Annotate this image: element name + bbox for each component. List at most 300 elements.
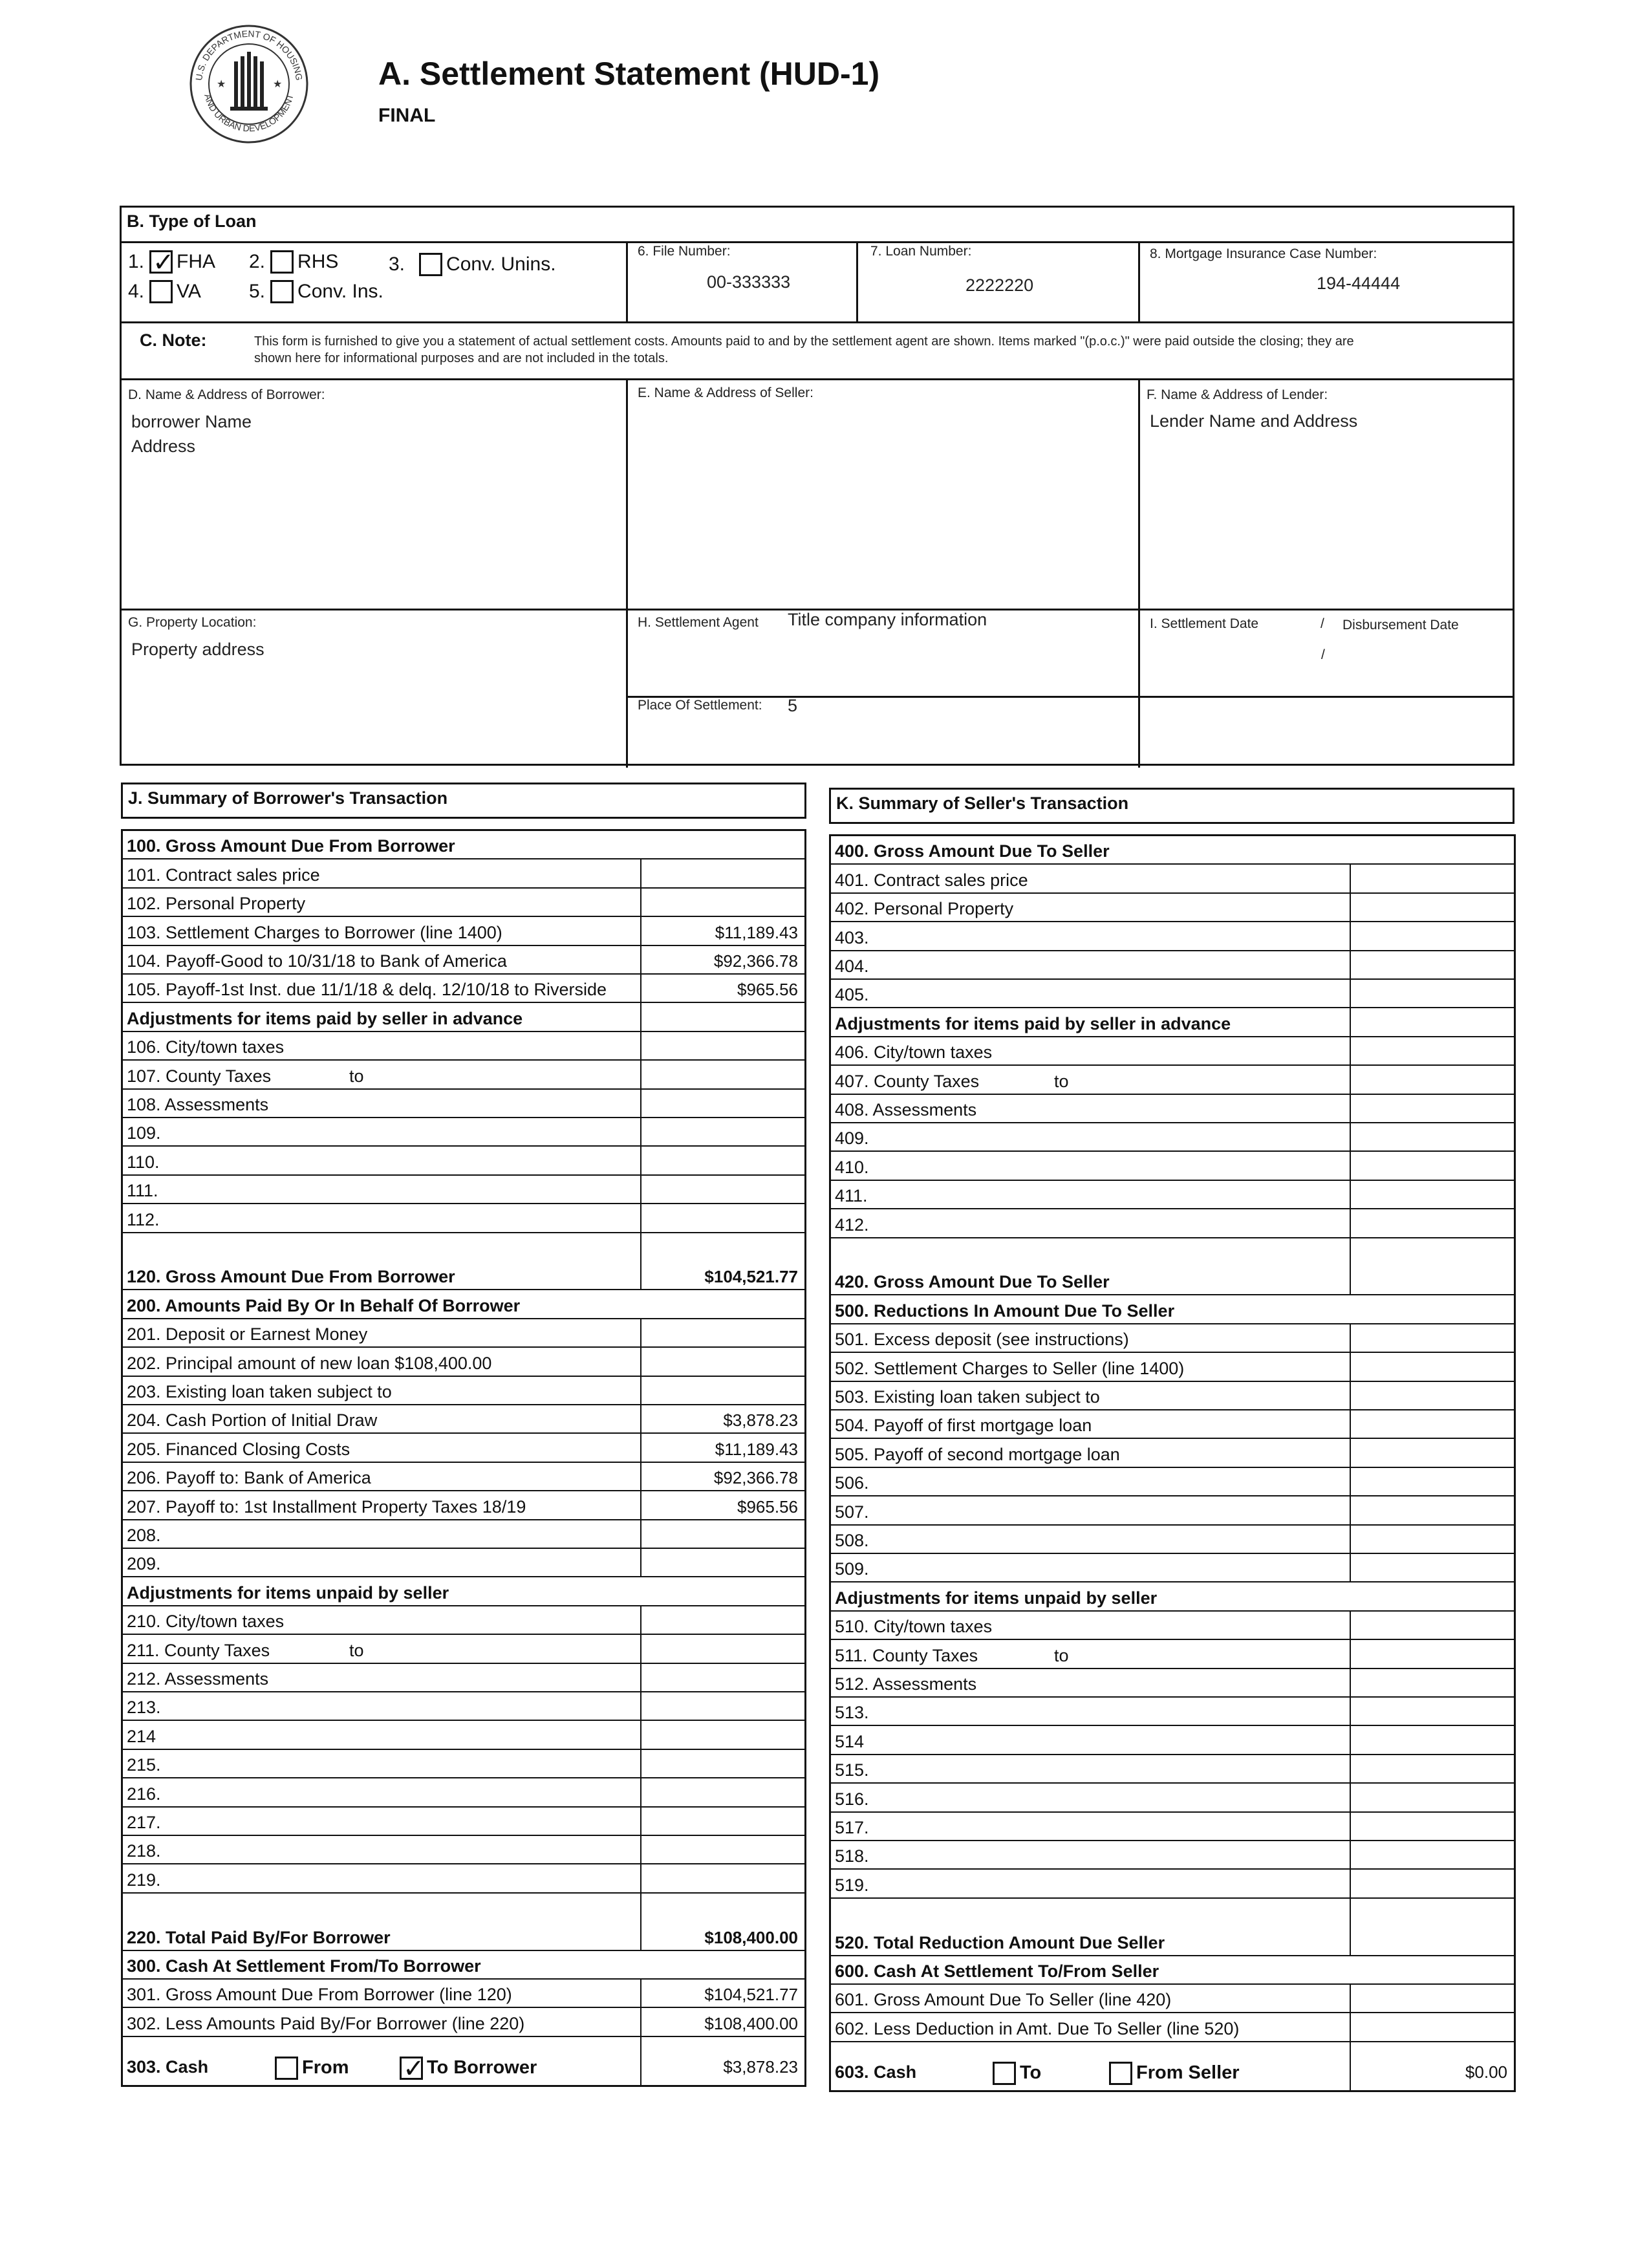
loan-info-block — [120, 206, 1514, 766]
borrower-row — [123, 1204, 804, 1233]
seller-cash-amount: $0.00 — [1465, 2062, 1507, 2082]
seller-row-description: 507. — [835, 1502, 869, 1522]
borrower-amount-cell — [640, 1118, 804, 1145]
borrower-row — [123, 1894, 804, 1951]
borrower-row-description: 109. — [127, 1123, 161, 1143]
seller-row — [831, 1698, 1514, 1726]
borrower-row-description: 215. — [127, 1755, 161, 1775]
borrower-row — [123, 1463, 804, 1491]
seller-row — [831, 1238, 1514, 1296]
hud-seal — [188, 23, 310, 146]
seller-row-description: 519. — [835, 1875, 869, 1895]
borrower-amount-cell — [640, 1635, 804, 1662]
seller-amount-cell — [1350, 2013, 1514, 2040]
page-title: A. Settlement Statement (HUD-1) — [378, 56, 880, 92]
borrower-row — [123, 1090, 804, 1118]
seller-row-description: 400. Gross Amount Due To Seller — [835, 841, 1110, 861]
borrower-amount-cell — [640, 1003, 804, 1030]
seller-row — [831, 1582, 1514, 1611]
settlement-date-label: I. Settlement Date — [1150, 616, 1259, 631]
seller-row-description: 409. — [835, 1129, 869, 1149]
seller-row-description: 506. — [835, 1473, 869, 1493]
seller-row — [831, 1726, 1514, 1755]
seller-row — [831, 980, 1514, 1008]
seller-amount-cell — [1350, 894, 1514, 921]
borrower-row-description: 203. Existing loan taken subject to — [127, 1381, 392, 1401]
borrower-row-amount: $108,400.00 — [704, 1927, 798, 1947]
seller-amount-cell — [1350, 1468, 1514, 1495]
va-checkbox[interactable] — [149, 280, 173, 303]
seller-amount-cell — [1350, 980, 1514, 1007]
seller-row — [831, 1295, 1514, 1324]
seller-row — [831, 1956, 1514, 1985]
file-number: 00-333333 — [707, 272, 791, 292]
property-label: G. Property Location: — [128, 615, 257, 630]
borrower-row-description: 102. Personal Property — [127, 894, 306, 914]
seller-summary-heading: K. Summary of Seller's Transaction — [829, 788, 1514, 824]
seller-amount-cell — [1350, 1209, 1514, 1237]
borrower-row-description: 111. — [127, 1181, 158, 1201]
seller-row — [831, 1152, 1514, 1180]
borrower-row-amount: $92,366.78 — [713, 951, 798, 971]
place-of-settlement-value: 5 — [788, 696, 798, 715]
seller-row — [831, 1526, 1514, 1554]
borrower-row-description: 201. Deposit or Earnest Money — [127, 1324, 368, 1345]
page-subtitle: FINAL — [378, 105, 436, 126]
seller-row-description: 511. County Taxes — [835, 1645, 978, 1665]
seller-amount-cell — [1350, 1841, 1514, 1868]
borrower-row-description: 220. Total Paid By/For Borrower — [127, 1927, 391, 1947]
borrower-amount-cell — [640, 1147, 804, 1174]
seller-amount-cell — [1350, 1353, 1514, 1380]
borrower-amount-cell — [640, 1377, 804, 1404]
seller-cash-label: 603. Cash — [835, 2062, 917, 2082]
borrower-row-description: 206. Payoff to: Bank of America — [127, 1468, 371, 1488]
borrower-row-description: Adjustments for items unpaid by seller — [127, 1582, 449, 1603]
borrower-row-amount: $3,878.23 — [723, 1410, 798, 1431]
borrower-summary-table — [121, 829, 806, 2087]
seller-amount-cell — [1350, 1726, 1514, 1753]
borrower-row-description: 301. Gross Amount Due From Borrower (line 120) — [127, 1985, 512, 2005]
seller-row-description: 401. Contract sales price — [835, 870, 1028, 890]
seller-row-description: 600. Cash At Settlement To/From Seller — [835, 1961, 1159, 1981]
borrower-row — [123, 859, 804, 888]
seller-row-description: 508. — [835, 1530, 869, 1550]
seller-amount-cell — [1350, 1698, 1514, 1725]
seller-row-description: 509. — [835, 1559, 869, 1579]
seller-amount-cell — [1350, 1123, 1514, 1150]
borrower-amount-cell — [640, 889, 804, 916]
seller-amount-cell — [1350, 1612, 1514, 1639]
borrower-row — [123, 1692, 804, 1721]
seller-amount-cell — [1350, 1526, 1514, 1553]
seller-cash-opt1-checkbox[interactable] — [993, 2062, 1016, 2085]
file-number-label: 6. File Number: — [638, 244, 731, 259]
borrower-row — [123, 1348, 804, 1376]
borrower-row-description: 209. — [127, 1554, 161, 1574]
note-label: C. Note: — [140, 330, 207, 350]
borrower-row — [123, 1233, 804, 1291]
borrower-row — [123, 1836, 804, 1864]
seller-cash-opt2-label: From Seller — [1136, 2062, 1240, 2084]
seller-amount-cell — [1350, 1640, 1514, 1667]
borrower-row-description: Adjustments for items paid by seller in advance — [127, 1008, 523, 1028]
seller-row — [831, 1008, 1514, 1037]
seller-row-description: 405. — [835, 985, 869, 1005]
seller-amount-cell — [1350, 1755, 1514, 1782]
borrower-row — [123, 1577, 804, 1606]
borrower-row-description: 211. County Taxes — [127, 1640, 270, 1660]
seller-row-description: 501. Excess deposit (see instructions) — [835, 1330, 1129, 1350]
seller-row — [831, 865, 1514, 893]
seller-row-description: 601. Gross Amount Due To Seller (line 420) — [835, 1990, 1172, 2010]
borrower-row — [123, 889, 804, 917]
borrower-summary-heading: J. Summary of Borrower's Transaction — [121, 783, 806, 819]
borrower-row-description: 214 — [127, 1726, 156, 1746]
borrower-cash-opt2[interactable] — [400, 2057, 537, 2080]
note-text-line2: shown here for informational purposes and are not included in the totals. — [254, 351, 669, 365]
borrower-row — [123, 1405, 804, 1434]
borrower-amount-cell — [640, 1692, 804, 1720]
seller-row-description: 513. — [835, 1703, 869, 1723]
borrower-row-description: 207. Payoff to: 1st Installment Property Taxes 18/19 — [127, 1496, 526, 1517]
borrower-row-description: 302. Less Amounts Paid By/For Borrower (line 220) — [127, 2013, 525, 2033]
borrower-amount-cell — [640, 1348, 804, 1375]
seller-row — [831, 1784, 1514, 1812]
date-slash-top: / — [1320, 616, 1324, 631]
borrower-amount-cell — [640, 1606, 804, 1634]
borrower-amount-cell — [640, 1750, 804, 1777]
borrower-row-description: 108. Assessments — [127, 1094, 269, 1114]
seller-amount-cell — [1350, 865, 1514, 892]
rhs-checkbox[interactable] — [270, 250, 294, 274]
borrower-row — [123, 1434, 804, 1462]
borrower-row-description: 216. — [127, 1784, 161, 1804]
seller-row-description: 515. — [835, 1760, 869, 1780]
seller-row — [831, 1899, 1514, 1956]
borrower-row-description: 103. Settlement Charges to Borrower (line 1400) — [127, 922, 502, 942]
borrower-amount-cell — [640, 1176, 804, 1203]
seller-amount-cell — [1350, 1382, 1514, 1409]
seller-amount-cell — [1350, 1899, 1514, 1955]
seller-row-description: 406. City/town taxes — [835, 1042, 993, 1063]
borrower-name: borrower Name — [131, 412, 252, 431]
conv-ins-checkbox[interactable] — [270, 280, 294, 303]
seller-amount-cell — [1350, 1439, 1514, 1466]
agent-label: H. Settlement Agent — [638, 615, 759, 630]
borrower-row — [123, 1377, 804, 1405]
borrower-amount-cell — [640, 1090, 804, 1117]
borrower-row — [123, 1032, 804, 1061]
seller-row — [831, 1095, 1514, 1123]
seller-row — [831, 1066, 1514, 1094]
borrower-row-description: 210. City/town taxes — [127, 1612, 285, 1632]
svg-text:AND URBAN DEVELOPMENT: AND URBAN DEVELOPMENT — [202, 92, 296, 134]
borrower-amount-cell — [640, 1319, 804, 1346]
seller-row-description: Adjustments for items unpaid by seller — [835, 1588, 1158, 1608]
seller-row — [831, 951, 1514, 980]
borrower-row-description: 218. — [127, 1841, 161, 1861]
borrower-row-description: 101. Contract sales price — [127, 865, 320, 885]
seller-row-description: 517. — [835, 1817, 869, 1837]
borrower-row-description: 208. — [127, 1525, 161, 1545]
seller-row-description: 408. Assessments — [835, 1099, 977, 1119]
seller-row-description: 518. — [835, 1846, 869, 1866]
seller-row — [831, 1382, 1514, 1410]
seller-row — [831, 836, 1514, 865]
seller-row — [831, 1870, 1514, 1898]
seller-row-description: 516. — [835, 1789, 869, 1809]
borrower-row-amount: $965.56 — [737, 1496, 798, 1517]
borrower-row-to-label: to — [349, 1640, 364, 1660]
seller-amount-cell — [1350, 922, 1514, 949]
seller-row — [831, 1181, 1514, 1209]
borrower-row — [123, 1864, 804, 1893]
conv-unins-checkbox[interactable] — [419, 253, 442, 276]
borrower-row — [123, 1778, 804, 1807]
borrower-amount-cell — [640, 1549, 804, 1576]
seller-label: E. Name & Address of Seller: — [638, 385, 814, 400]
borrower-row-description: 202. Principal amount of new loan $108,400.00 — [127, 1353, 492, 1373]
seller-row-description: 504. Payoff of first mortgage loan — [835, 1416, 1092, 1436]
borrower-row — [123, 1003, 804, 1031]
borrower-row-description: 219. — [127, 1870, 161, 1890]
seller-amount-cell — [1350, 1008, 1514, 1035]
seller-row — [831, 1669, 1514, 1698]
borrower-cash-opt1[interactable] — [275, 2057, 349, 2080]
borrower-row-amount: $104,521.77 — [704, 1985, 798, 2005]
seller-row — [831, 2013, 1514, 2042]
seller-row-description: 520. Total Reduction Amount Due Seller — [835, 1932, 1165, 1952]
seller-row-description: 505. Payoff of second mortgage loan — [835, 1444, 1120, 1464]
seller-amount-cell — [1350, 1496, 1514, 1524]
borrower-cash-opt2-label: To Borrower — [427, 2057, 537, 2079]
seller-row — [831, 1410, 1514, 1439]
seller-row — [831, 1496, 1514, 1525]
seller-row — [831, 1439, 1514, 1467]
borrower-row — [123, 1980, 804, 2008]
borrower-row-amount: $965.56 — [737, 980, 798, 1000]
seller-row-description: 510. City/town taxes — [835, 1617, 993, 1637]
seller-amount-cell — [1350, 1238, 1514, 1295]
seller-row-to-label: to — [1054, 1071, 1069, 1091]
seller-amount-cell — [1350, 1095, 1514, 1122]
agent-value: Title company information — [788, 610, 987, 629]
borrower-row — [123, 2008, 804, 2036]
seller-row-description: 500. Reductions In Amount Due To Seller — [835, 1301, 1175, 1321]
borrower-row — [123, 1549, 804, 1577]
date-slash-bottom: / — [1321, 647, 1325, 662]
seller-row-description: 411. — [835, 1186, 868, 1206]
seller-row-description: 402. Personal Property — [835, 899, 1014, 919]
property-value: Property address — [131, 640, 264, 659]
borrower-amount-cell — [640, 1721, 804, 1748]
borrower-amount-cell — [640, 1032, 804, 1059]
borrower-amount-cell — [640, 1808, 804, 1835]
seller-row — [831, 1209, 1514, 1238]
seller-row — [831, 922, 1514, 951]
loan-number: 2222220 — [965, 275, 1034, 295]
seller-cash-opt2[interactable] — [1109, 2062, 1240, 2085]
borrower-row-description: 104. Payoff-Good to 10/31/18 to Bank of America — [127, 951, 507, 971]
seller-cash-opt1[interactable] — [993, 2062, 1041, 2085]
svg-text:★: ★ — [217, 79, 226, 90]
place-of-settlement-label: Place Of Settlement: — [638, 698, 762, 713]
borrower-row-amount: $108,400.00 — [704, 2013, 798, 2033]
borrower-row — [123, 946, 804, 975]
borrower-row-description: 107. County Taxes — [127, 1066, 272, 1086]
borrower-amount-cell — [640, 1204, 804, 1231]
seller-row-description: 403. — [835, 927, 869, 947]
borrower-row-description: 100. Gross Amount Due From Borrower — [127, 836, 455, 856]
seller-cash-row — [831, 2042, 1514, 2091]
seller-row — [831, 1755, 1514, 1784]
seller-row — [831, 894, 1514, 922]
borrower-amount-cell — [640, 1778, 804, 1806]
seller-row — [831, 1324, 1514, 1353]
borrower-row — [123, 831, 804, 859]
seller-amount-cell — [1350, 1813, 1514, 1840]
borrower-row-description: 200. Amounts Paid By Or In Behalf Of Borrower — [127, 1295, 521, 1315]
seller-row — [831, 1813, 1514, 1841]
borrower-row-description: 213. — [127, 1698, 161, 1718]
loan-type-conv-unins[interactable]: 3. Conv. Unins. — [389, 254, 556, 275]
svg-text:U.S. DEPARTMENT OF HOUSING: U.S. DEPARTMENT OF HOUSING — [193, 28, 305, 81]
borrower-row-description: 212. Assessments — [127, 1669, 269, 1689]
seller-row — [831, 1554, 1514, 1582]
borrower-row — [123, 1664, 804, 1692]
borrower-amount-cell — [640, 1864, 804, 1892]
fha-checkbox[interactable] — [149, 250, 173, 274]
borrower-cash-opt1-checkbox[interactable] — [275, 2057, 298, 2080]
svg-text:★: ★ — [273, 79, 283, 90]
loan-type-conv-ins[interactable]: 5. Conv. Ins. — [249, 281, 383, 302]
seller-cash-opt2-checkbox[interactable] — [1109, 2062, 1132, 2085]
borrower-row — [123, 1606, 804, 1635]
borrower-amount-cell — [640, 1061, 804, 1088]
seller-row-to-label: to — [1054, 1645, 1069, 1665]
borrower-row — [123, 1808, 804, 1836]
borrower-row — [123, 1520, 804, 1549]
borrower-row-amount: $11,189.43 — [715, 1439, 798, 1459]
borrower-amount-cell — [640, 1520, 804, 1548]
borrower-row-description: 110. — [127, 1152, 160, 1172]
seller-row-description: 420. Gross Amount Due To Seller — [835, 1272, 1110, 1292]
borrower-cash-label: 303. Cash — [127, 2057, 209, 2077]
seller-cash-opt1-label: To — [1020, 2062, 1042, 2084]
seller-amount-cell — [1350, 1410, 1514, 1438]
lender-label: F. Name & Address of Lender: — [1147, 387, 1328, 402]
borrower-row — [123, 975, 804, 1003]
seller-row — [831, 1612, 1514, 1640]
seller-amount-cell — [1350, 1152, 1514, 1179]
seller-row-description: 514 — [835, 1731, 865, 1751]
seller-amount-cell — [1350, 1669, 1514, 1696]
type-of-loan-heading: B. Type of Loan — [127, 211, 257, 231]
mic-number: 194-44444 — [1317, 274, 1401, 293]
borrower-row — [123, 1951, 804, 1980]
seller-row-description: 407. County Taxes — [835, 1071, 980, 1091]
borrower-row — [123, 917, 804, 945]
loan-type-rhs[interactable]: 2. RHS — [249, 251, 339, 272]
seller-row-description: 410. — [835, 1157, 869, 1177]
seller-row-description: 602. Less Deduction in Amt. Due To Seller (line 520) — [835, 2018, 1240, 2038]
seller-amount-cell — [1350, 1784, 1514, 1811]
borrower-label: D. Name & Address of Borrower: — [128, 387, 325, 402]
borrower-row-to-label: to — [349, 1066, 364, 1086]
loan-number-label: 7. Loan Number: — [870, 244, 972, 259]
seller-amount-cell — [1350, 1554, 1514, 1581]
seller-row-description: 412. — [835, 1215, 869, 1235]
disbursement-date-label: Disbursement Date — [1342, 618, 1459, 632]
borrower-row-amount: $92,366.78 — [713, 1468, 798, 1488]
seller-row-description: 502. Settlement Charges to Seller (line 1400) — [835, 1358, 1185, 1378]
seller-amount-cell — [1350, 1985, 1514, 2012]
borrower-amount-cell — [640, 1664, 804, 1691]
borrower-cash-opt1-label: From — [302, 2057, 349, 2079]
seller-row — [831, 1353, 1514, 1381]
borrower-row — [123, 1319, 804, 1348]
seller-row — [831, 1123, 1514, 1152]
borrower-row — [123, 1721, 804, 1749]
borrower-row — [123, 1750, 804, 1778]
borrower-row-description: 204. Cash Portion of Initial Draw — [127, 1410, 378, 1431]
borrower-amount-cell — [640, 859, 804, 887]
lender-value: Lender Name and Address — [1150, 411, 1358, 431]
borrower-row-description: 300. Cash At Settlement From/To Borrower — [127, 1956, 481, 1976]
borrower-row-description: 217. — [127, 1812, 161, 1832]
seller-amount-cell — [1350, 1066, 1514, 1093]
borrower-row-description: 120. Gross Amount Due From Borrower — [127, 1267, 455, 1287]
borrower-row-description: 105. Payoff-1st Inst. due 11/1/18 & delq. 12/10/18 to Riverside — [127, 980, 607, 1000]
borrower-address: Address — [131, 437, 196, 456]
seller-amount-cell — [1350, 1324, 1514, 1352]
seller-row-description: 503. Existing loan taken subject to — [835, 1387, 1100, 1407]
seller-amount-cell — [1350, 1181, 1514, 1208]
borrower-row — [123, 1491, 804, 1520]
seller-row — [831, 1468, 1514, 1496]
borrower-row-description: 205. Financed Closing Costs — [127, 1439, 350, 1459]
borrower-row — [123, 1118, 804, 1147]
mic-number-label: 8. Mortgage Insurance Case Number: — [1150, 246, 1377, 261]
borrower-row — [123, 1061, 804, 1089]
seller-row-description: 512. Assessments — [835, 1674, 977, 1694]
seller-row — [831, 1037, 1514, 1066]
borrower-row-description: 106. City/town taxes — [127, 1037, 285, 1057]
borrower-amount-cell — [640, 1836, 804, 1863]
seller-amount-cell — [1350, 951, 1514, 978]
borrower-row-amount: $11,189.43 — [715, 922, 798, 942]
loan-type-fha[interactable]: 1. ✓ FHA — [128, 250, 215, 274]
seller-amount-cell — [1350, 1037, 1514, 1064]
seller-summary-table — [829, 834, 1516, 2092]
note-text-line1: This form is furnished to give you a statement of actual settlement costs. Amounts paid to and by the settlement agent are shown. Items marked "(p.o.c.)" were paid outside the closing; they are — [254, 334, 1354, 349]
borrower-cash-row — [123, 2037, 804, 2086]
borrower-row-description: 112. — [127, 1209, 160, 1229]
borrower-row — [123, 1290, 804, 1319]
borrower-row-amount: $104,521.77 — [704, 1267, 798, 1287]
seller-row — [831, 1985, 1514, 2013]
borrower-row — [123, 1176, 804, 1204]
seller-row-description: Adjustments for items paid by seller in advance — [835, 1013, 1231, 1033]
seller-row — [831, 1640, 1514, 1669]
borrower-cash-amount: $3,878.23 — [723, 2057, 798, 2077]
borrower-cash-opt2-checkbox[interactable] — [400, 2057, 423, 2080]
seller-row — [831, 1841, 1514, 1870]
loan-type-va[interactable]: 4. VA — [128, 281, 201, 302]
borrower-row — [123, 1635, 804, 1663]
borrower-row — [123, 1147, 804, 1175]
